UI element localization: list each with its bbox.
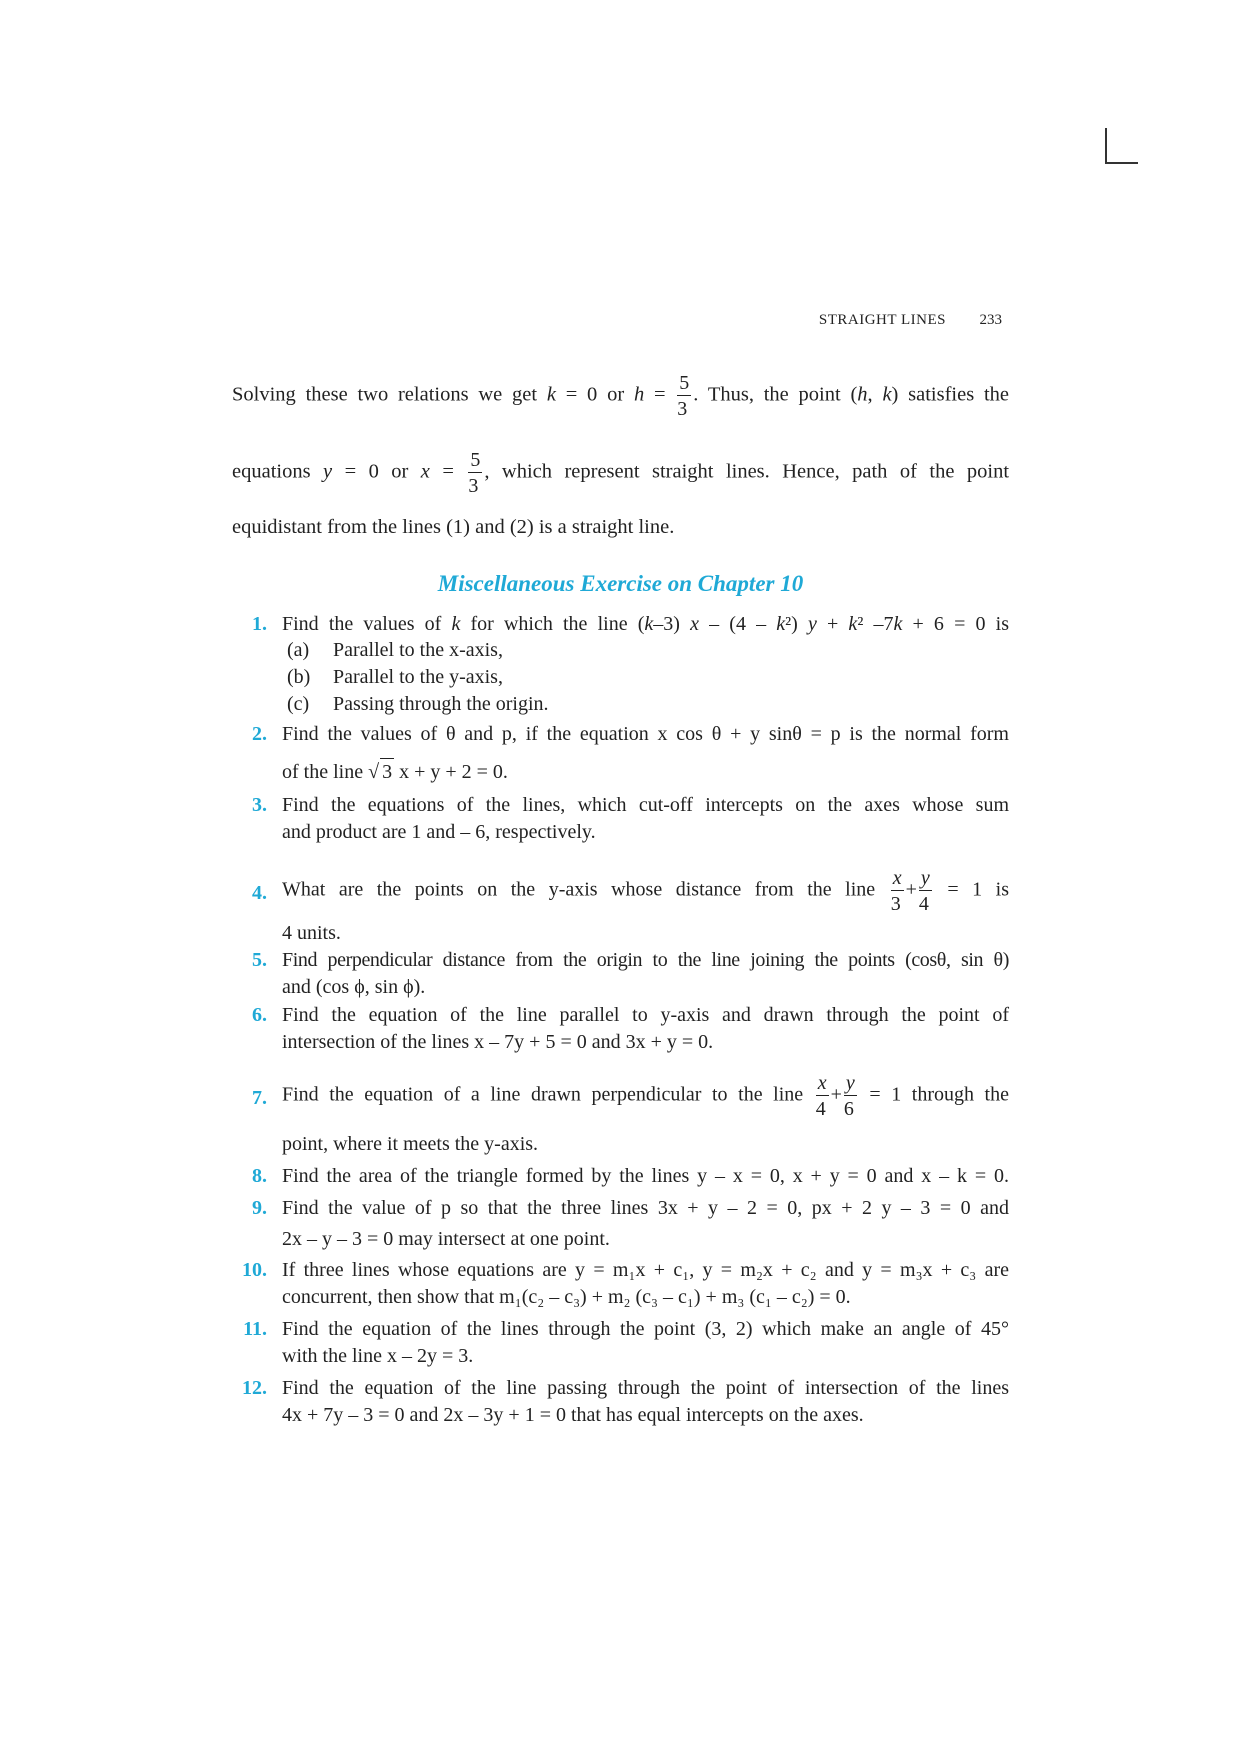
sqrt-three: 3	[380, 758, 394, 786]
exercise-number: 1.	[252, 613, 267, 635]
exercise-11: 11. Find the equation of the lines through the point (3, 2) which make an angle of 45° with the line x – 2y = 3.	[243, 1318, 1009, 1367]
fraction-y-over-4: $\frac{y}{4}$	[918, 867, 930, 915]
header-title: STRAIGHT LINES	[818, 312, 946, 328]
exercise-7-line-2: point, where it meets the y-axis.	[282, 1133, 539, 1155]
exercise-9: 9. Find the value of p so that the three lines 3x + y – 2 = 0, px + 2 y – 3 = 0 and 2x – y – 3 = 0 may intersect at one point.	[252, 1197, 1009, 1250]
exercise-number: 2.	[252, 723, 267, 745]
sub-item-b: (b) Parallel to the y-axis,	[287, 666, 503, 688]
exercise-4: 4. What are the points on the y-axis whose distance from the line $\frac{x}{3}$ + $\frac{y}{4}$ = 1 is	[252, 867, 1010, 915]
exercise-1	[232, 611, 1009, 638]
fraction-x-over-3: $\frac{x}{3}$	[890, 867, 902, 915]
crop-mark-horizontal	[1105, 162, 1138, 164]
exercise-4-line-2: 4 units.	[282, 922, 341, 944]
exercise-2-line-2: of the line √ 3 x + y + 2 = 0.	[232, 758, 1009, 786]
exercise-3: 3. Find the equations of the lines, which cut-off intercepts on the axes whose sum and product are 1 and – 6, respectively.	[252, 794, 1009, 843]
sub-item-c: (c) Passing through the origin.	[287, 693, 549, 715]
exercise-6: 6. Find the equation of the line parallel to y-axis and drawn through the point of intersection of the lines x – 7y + 5 = 0 and 3x + y = 0.	[252, 1004, 1009, 1053]
section-title: Miscellaneous Exercise on Chapter 10	[437, 571, 804, 596]
exercise-text: Find the values of k for which the line (k–3) x – (4 – k²) y + k² –7k + 6 = 0 is	[282, 613, 1010, 635]
exercise-8: 8. Find the area of the triangle formed by the lines y – x = 0, x + y = 0 and x – k = 0.	[252, 1165, 1009, 1187]
fraction-five-thirds-2: $\frac{5}{3}$	[468, 449, 481, 497]
page-number: 233	[979, 312, 1002, 328]
crop-mark-vertical	[1105, 128, 1107, 164]
exercise-2: 2. Find the values of θ and p, if the equation x cos θ + y sinθ = p is the normal form	[232, 721, 1009, 748]
sub-item-a: (a) Parallel to the x-axis,	[287, 639, 503, 661]
exercise-5: 5. Find perpendicular distance from the origin to the line joining the points (cosθ, sin θ) and (cos ϕ, sin ϕ).	[252, 949, 1009, 998]
fraction-y-over-6: $\frac{y}{6}$	[843, 1072, 855, 1120]
intro-line-2: equations y = 0 or x = $\frac{5}{3}$ , which represent straight lines. Hence, path of the point	[232, 449, 1010, 497]
fraction-five-thirds: $\frac{5}{3}$	[677, 372, 690, 420]
intro-line-1: Solving these two relations we get k = 0 or h = $\frac{5}{3}$ . Thus, the point (h, k) satisfies the	[232, 372, 1010, 420]
fraction-x-over-4: $\frac{x}{4}$	[815, 1072, 827, 1120]
exercise-10: 10. If three lines whose equations are y = m₁x + c₁, y = m₂x + c₂ and y = m₃x + c₃ are concurrent, then show that m₁(c₂ – c₃) + m₂ (c₃ – c₁) + m₃ (c₁ – c₂) = 0.	[242, 1259, 1009, 1308]
exercise-12: 12. Find the equation of the line passing through the point of intersection of the lines 4x + 7y – 3 = 0 and 2x – 3y + 1 = 0 that has equal intercepts on the axes.	[242, 1377, 1009, 1426]
intro-line-3: equidistant from the lines (1) and (2) is a straight line.	[232, 516, 675, 538]
exercise-7: 7. Find the equation of a line drawn perpendicular to the line $\frac{x}{4}$ + $\frac{y}{6}$ = 1 through the	[252, 1072, 1009, 1120]
